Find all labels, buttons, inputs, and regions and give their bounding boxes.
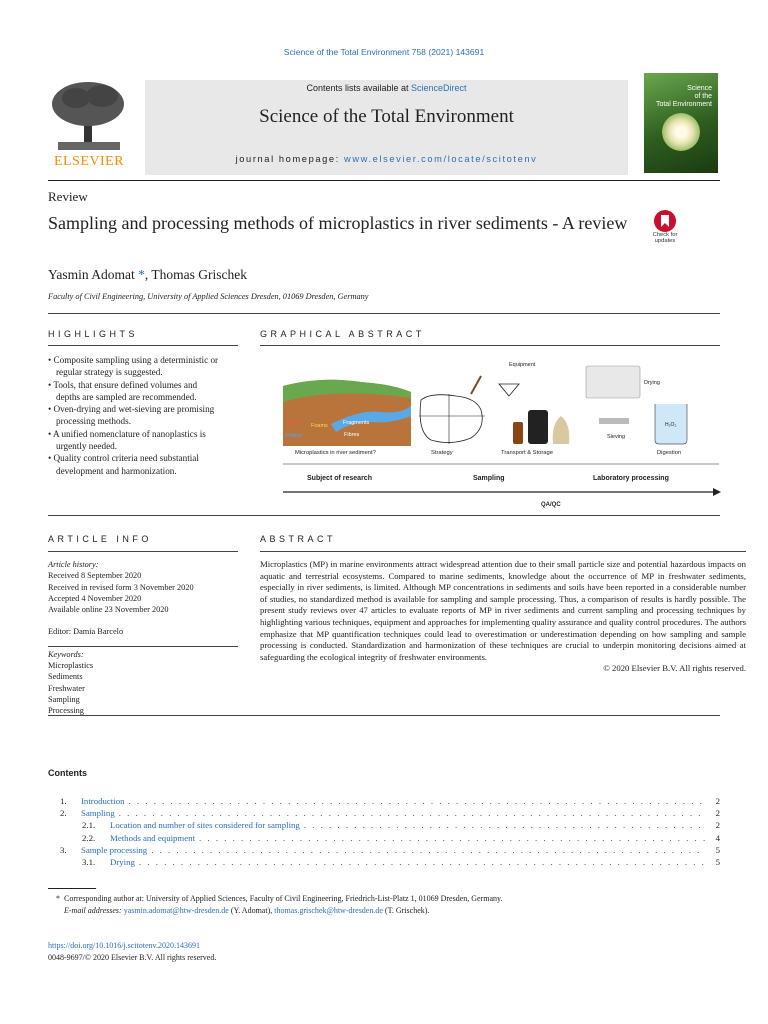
keywords-rule: [48, 646, 238, 647]
cover-title: [656, 85, 712, 109]
footnote-mark: *: [56, 894, 60, 903]
email-label: E-mail addresses:: [64, 905, 122, 915]
check-updates-text: [646, 232, 684, 244]
stage-lab: Laboratory processing: [593, 475, 669, 482]
doi-link[interactable]: https://doi.org/10.1016/j.scitotenv.2020.143691: [48, 941, 200, 950]
graphical-abstract-rule: [260, 345, 720, 346]
section-divider-2: [48, 515, 720, 516]
highlight-text-4: A unified nomenclature of nanoplastics is urgently needed.: [53, 428, 206, 452]
author-1: Yasmin Adomat: [48, 267, 135, 282]
article-info: [48, 559, 238, 717]
doi-block: [48, 940, 216, 963]
toc-row[interactable]: [48, 819, 720, 831]
toc-label[interactable]: Sample processing: [81, 844, 148, 855]
toc-num: 3.: [60, 844, 67, 855]
sciencedirect-link[interactable]: ScienceDirect: [411, 83, 467, 93]
journal-citation[interactable]: [0, 47, 768, 57]
label-equipment: Equipment: [509, 362, 536, 368]
journal-title: Science of the Total Environment: [259, 106, 514, 127]
highlights-heading: HIGHLIGHTS: [48, 329, 139, 339]
corresponding-text: Corresponding author at: University of Applied Sciences, Faculty of Civil Engineering, Friedrich-List-Platz 1, 01069 Dresden, Germany.: [64, 894, 503, 903]
article-info-heading: ARTICLE INFO: [48, 534, 152, 544]
footnote-rule: [48, 888, 96, 889]
toc-label[interactable]: Location and number of sites considered for sampling: [110, 820, 300, 831]
bookmark-icon: [654, 210, 676, 232]
drying-oven-icon: [586, 366, 640, 398]
cover-image: [662, 113, 700, 151]
toc-page: 2: [715, 796, 720, 806]
highlight-text-1: Composite sampling using a deterministic or regular strategy is suggested.: [53, 355, 219, 378]
toc-num: 2.1.: [82, 820, 96, 831]
contents-prefix: Contents lists available at: [306, 83, 412, 93]
label-h2o2: H₂O₂: [665, 422, 677, 428]
spacer: [48, 615, 238, 626]
email-link-2[interactable]: thomas.grischek@htw-dresden.de: [274, 905, 383, 915]
toc-row[interactable]: [48, 832, 720, 844]
sieve-tool-icon: [499, 384, 519, 396]
article-type: Review: [48, 189, 88, 204]
issn: 0048-9697/© 2020 Elsevier B.V. All rights reserved.: [48, 952, 217, 962]
toc-page: 2: [715, 820, 720, 831]
arrow-head-icon: [713, 488, 721, 496]
highlight-item: • Oven-drying and wet-sieving are promising processing methods.: [48, 404, 215, 427]
elsevier-logo[interactable]: [48, 80, 130, 170]
check-updates-line1: Check for: [652, 232, 678, 238]
cover-title-line1: Science: [687, 85, 712, 92]
corresponding-author-note: [48, 893, 720, 905]
toc-row[interactable]: [48, 856, 720, 868]
section-divider: [48, 313, 720, 314]
highlight-item: • A unified nomenclature of nanoplastics is urgently needed.: [48, 428, 206, 452]
label-films: Films: [286, 420, 300, 426]
toc-num: 2.2.: [82, 832, 96, 843]
label-foams: Foams: [311, 423, 328, 429]
cover-title-line3: Total Environment: [655, 101, 712, 108]
sample-bag-icon: [553, 416, 570, 444]
table-of-contents: [48, 795, 720, 868]
keyword: Sediments: [48, 672, 83, 682]
highlight-text-5: Quality control criteria need substantial development and harmonization.: [53, 453, 199, 476]
toc-num: 3.1.: [82, 857, 96, 868]
toc-dots: [129, 795, 707, 807]
caption-digestion: Digestion: [657, 450, 682, 456]
label-fibres: Fibres: [344, 432, 360, 438]
graphical-abstract-heading: GRAPHICAL ABSTRACT: [260, 329, 425, 339]
toc-page: 5: [715, 857, 720, 868]
elsevier-wordmark: ELSEVIER: [53, 154, 125, 169]
elsevier-tree-icon: [48, 80, 130, 152]
shovel-icon: [471, 376, 481, 394]
stage-sampling: Sampling: [473, 475, 505, 482]
caption-strategy: Strategy: [431, 450, 453, 456]
toc-dots: [151, 844, 706, 856]
toc-page: 2: [715, 808, 720, 819]
revised-date: Received in revised form 3 November 2020: [48, 582, 194, 592]
highlight-item: • Composite sampling using a deterministic or regular strategy is suggested.: [48, 355, 219, 378]
strategy-area-icon: [420, 395, 482, 443]
check-updates-line2: updates: [654, 238, 676, 244]
editor: Editor: Damia Barcelo: [48, 627, 124, 637]
toc-dots: [304, 819, 706, 831]
abstract: [260, 559, 746, 675]
caption-question: Microplastics in river sediment?: [295, 450, 376, 456]
keyword: Microplastics: [48, 661, 94, 671]
keyword: Freshwater: [48, 683, 85, 693]
graphical-abstract-figure: [281, 354, 721, 514]
bucket-icon: [528, 410, 548, 444]
abstract-copyright: © 2020 Elsevier B.V. All rights reserved.: [603, 663, 746, 674]
authors: [48, 267, 247, 283]
toc-page: 4: [715, 832, 720, 843]
highlight-item: • Tools, that ensure defined volumes and depths are sampled are recommended.: [48, 379, 198, 402]
highlights-rule: [48, 345, 238, 346]
toc-row[interactable]: [48, 807, 720, 819]
keyword: Sampling: [48, 694, 80, 704]
caption-transport: Transport & Storage: [501, 450, 553, 456]
abstract-rule: [260, 551, 746, 552]
highlights-list: [48, 354, 223, 477]
online-date: Available online 23 November 2020: [48, 605, 169, 615]
toc-label[interactable]: Methods and equipment: [110, 832, 196, 843]
abstract-heading: ABSTRACT: [260, 534, 337, 544]
email-link-1[interactable]: yasmin.adomat@htw-dresden.de: [123, 905, 229, 915]
corresponding-author-mark[interactable]: *: [138, 267, 145, 282]
email-note: [48, 905, 720, 917]
accepted-date: Accepted 4 November 2020: [48, 593, 142, 603]
label-drying: Drying: [644, 380, 660, 386]
homepage-prefix: journal homepage:: [235, 154, 345, 164]
keywords-label: Keywords:: [48, 649, 84, 659]
author-separator: ,: [144, 267, 152, 282]
article-info-rule: [48, 551, 238, 552]
email1-who: (Y. Adomat),: [230, 905, 273, 915]
sieving-icon: [599, 418, 629, 424]
toc-row[interactable]: [48, 795, 720, 807]
keyword: Processing: [48, 706, 84, 716]
toc-page: 5: [715, 844, 720, 855]
sample-jar-icon: [513, 422, 523, 444]
received-date: Received 8 September 2020: [48, 571, 142, 581]
journal-homepage: [145, 154, 628, 164]
spacer: [48, 638, 238, 646]
abstract-text: Microplastics (MP) in marine environments attract widespread attention due to their small particle size and potential hazardous impacts on aquatic and terrestrial ecosystems. Compared to marine sediments, knowledge about the occurrence of MP in freshwater sediments, especially in river sediments, is limited. Although MP concentrations in sediments and soils have been reported in a considerable number of studies, no standardized method is available for sampling and sample processing. Thus, a comparison of results is hardly possible. The present study reviews over 47 articles to evaluate reports of MP in river sediments and current sampling and processing techniques by highlighting various techniques, equipment and approaches for implementing quality assurance and quality control procedures. The authors emphasize that MP quantification techniques could lead to overestimation or underestimation depending on how sampling and sample processing is conducted. Standardization and harmonization of these techniques are crucial to underpin monitoring decisions aimed at safeguarding the ecological integrity of freshwater environments.: [260, 559, 746, 662]
toc-dots: [119, 807, 706, 819]
history-label: Article history:: [48, 560, 99, 569]
toc-label[interactable]: Sampling: [81, 808, 115, 819]
email2-who: (T. Grischek).: [384, 905, 430, 915]
toc-label[interactable]: Drying: [110, 857, 135, 868]
stage-subject: Subject of research: [307, 475, 372, 482]
label-fragments: Fragments: [343, 420, 370, 426]
highlight-text-3: Oven-drying and wet-sieving are promising processing methods.: [53, 404, 215, 427]
section-divider-3: [48, 715, 720, 716]
journal-cover[interactable]: [644, 73, 718, 173]
article-title: Sampling and processing methods of microplastics in river sediments - A review: [48, 213, 628, 233]
footnote: [48, 893, 720, 916]
homepage-link[interactable]: www.elsevier.com/locate/scitotenv: [344, 154, 538, 164]
masthead-divider: [48, 180, 720, 181]
contents-available: [145, 83, 628, 93]
highlight-text-2: Tools, that ensure defined volumes and depths are sampled are recommended.: [53, 379, 198, 402]
cover-title-line2: of the: [694, 93, 712, 100]
contents-heading: Contents: [48, 768, 87, 778]
author-2: Thomas Grischek: [151, 267, 248, 282]
toc-dots: [199, 832, 706, 844]
label-pellets: Pellets: [286, 433, 303, 439]
highlight-item: • Quality control criteria need substantial development and harmonization.: [48, 453, 199, 476]
toc-dots: [139, 856, 706, 868]
stage-qaqc: QA/QC: [541, 502, 561, 508]
check-for-updates-badge[interactable]: [646, 210, 684, 248]
toc-num: 1.: [60, 796, 67, 806]
toc-num: 2.: [60, 808, 67, 819]
toc-label[interactable]: Introduction: [81, 796, 125, 806]
toc-row[interactable]: [48, 844, 720, 856]
journal-masthead: [145, 80, 628, 175]
label-sieving: Sieving: [607, 434, 626, 440]
journal-citation-link[interactable]: Science of the Total Environment 758 (2021) 143691: [283, 47, 485, 57]
affiliation: Faculty of Civil Engineering, University of Applied Sciences Dresden, 01069 Dresden, Germany: [48, 292, 369, 301]
